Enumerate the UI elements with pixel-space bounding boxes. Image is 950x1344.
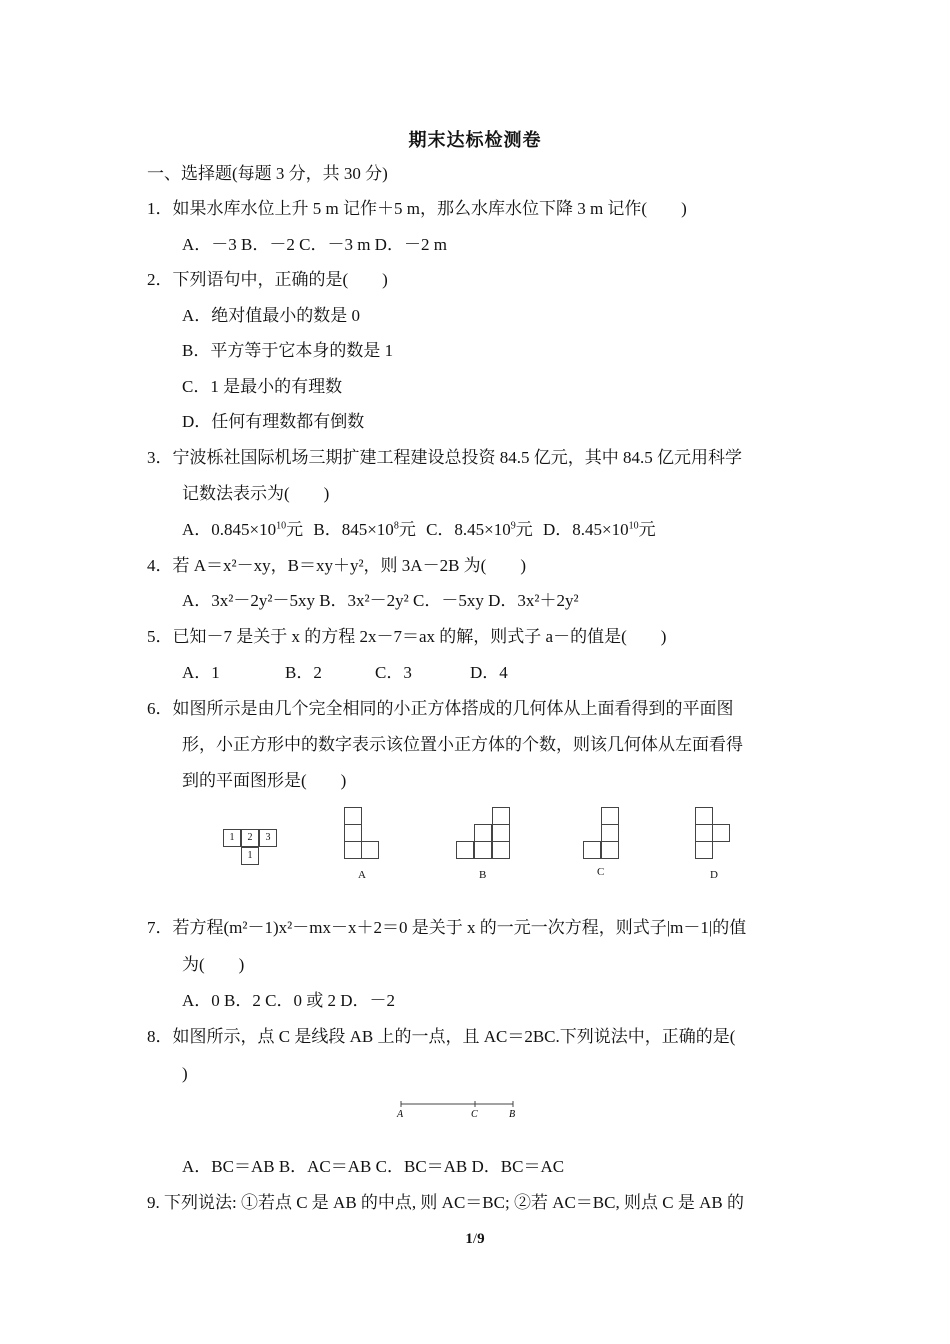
cube-square	[695, 841, 713, 859]
question-3-stem-line1: 3．宁波栎社国际机场三期扩建工程建设总投资 84.5 亿元，其中 84.5 亿元用科学	[147, 448, 742, 467]
top-view-cell: 1	[241, 847, 259, 865]
segment-figure	[390, 1095, 530, 1125]
question-3-stem-line2: 记数法表示为( )	[182, 484, 330, 503]
cube-square	[695, 807, 713, 825]
question-9-stem: 9. 下列说法: ①若点 C 是 AB 的中点, 则 AC＝BC; ②若 AC＝BC, 则点 C 是 AB 的	[147, 1193, 744, 1212]
question-2-option-a: A．绝对值最小的数是 0	[182, 306, 361, 325]
top-view-cell: 1	[223, 829, 241, 847]
question-5-option-d: D．4	[470, 663, 508, 682]
question-7-options: A．0 B．2 C．0 或 2 D．－2	[182, 991, 395, 1010]
question-1-stem: 1．如果水库水位上升 5 m 记作＋5 m，那么水库水位下降 3 m 记作( )	[147, 199, 687, 218]
question-6-stem-line2: 形，小正方形中的数字表示该位置小正方体的个数，则该几何体从左面看得	[182, 735, 743, 754]
question-5-option-b: B．2	[285, 663, 322, 682]
question-5-stem: 5．已知－7 是关于 x 的方程 2x－7＝ax 的解，则式子 a－的值是( )	[147, 627, 667, 646]
cube-square	[361, 841, 379, 859]
point-c-label: C	[471, 1109, 478, 1120]
question-2-stem: 2．下列语句中，正确的是( )	[147, 270, 388, 289]
cube-square	[583, 841, 601, 859]
cube-square	[601, 824, 619, 842]
question-6-stem-line3: 到的平面图形是( )	[182, 771, 347, 790]
question-4-options: A．3x²－2y²－5xy B．3x²－2y² C．－5xy D．3x²＋2y²	[182, 591, 579, 610]
question-8-stem-line2: )	[182, 1064, 188, 1083]
cube-square	[474, 824, 492, 842]
cube-square	[344, 807, 362, 825]
top-view-cell: 3	[259, 829, 277, 847]
cube-square	[492, 824, 510, 842]
cube-square	[712, 824, 730, 842]
cube-square	[344, 824, 362, 842]
question-8-options: A．BC＝AB B．AC＝AB C．BC＝AB D．BC＝AC	[182, 1157, 565, 1176]
cube-square	[601, 841, 619, 859]
cube-square	[601, 807, 619, 825]
question-3-option-d: D．$8.45\times 10^{10}$元	[543, 520, 656, 539]
cube-square	[492, 841, 510, 859]
figure-label-a: A	[358, 869, 366, 881]
point-a-label: A	[397, 1109, 404, 1120]
point-b-label: B	[509, 1109, 516, 1120]
cube-square	[456, 841, 474, 859]
question-3-option-c: C．$8.45\times 10^9$元	[426, 520, 533, 539]
question-3-options	[182, 519, 656, 541]
question-7-stem-line1: 7．若方程(m²－1)x²－mx－x＋2＝0 是关于 x 的一元一次方程，则式子|m－1|的值	[147, 918, 747, 937]
section-heading: 一、选择题(每题 3 分，共 30 分)	[147, 164, 388, 183]
question-2-option-d: D．任何有理数都有倒数	[182, 412, 365, 431]
question-8-stem-line1: 8．如图所示，点 C 是线段 AB 上的一点，且 AC＝2BC.下列说法中，正确的是(	[147, 1027, 736, 1046]
figure-option-c	[583, 807, 623, 887]
page-title: 期末达标检测卷	[408, 130, 542, 150]
page-number: 1/9	[465, 1231, 485, 1247]
top-view-cell: 2	[241, 829, 259, 847]
cube-square	[695, 824, 713, 842]
question-5-options	[182, 662, 508, 684]
question-1-options: A．－3 B．－2 C．－3 m D．－2 m	[182, 235, 447, 254]
question-2-option-b: B．平方等于它本身的数是 1	[182, 341, 394, 360]
question-5-option-a: A．1	[182, 663, 220, 682]
question-3-option-a: A．$0.845\times 10^{10}$元	[182, 520, 304, 539]
figure-label-d: D	[710, 869, 718, 881]
question-4-stem: 4．若 A＝x²－xy，B＝xy＋y²，则 3A－2B 为( )	[147, 556, 526, 575]
top-view-figure	[223, 829, 279, 865]
question-7-stem-line2: 为( )	[182, 955, 245, 974]
cube-square	[474, 841, 492, 859]
figure-option-b	[456, 807, 516, 887]
question-2-option-c: C．1 是最小的有理数	[182, 377, 343, 396]
question-5-option-c: C．3	[375, 663, 412, 682]
question-3-option-b: B．$845\times 10^8$元	[313, 520, 416, 539]
cube-square	[492, 807, 510, 825]
figure-option-a	[344, 807, 384, 887]
figure-label-b: B	[479, 869, 487, 881]
figure-option-d	[695, 807, 735, 887]
cube-square	[344, 841, 362, 859]
question-6-stem-line1: 6．如图所示是由几个完全相同的小正方体搭成的几何体从上面看得到的平面图	[147, 699, 734, 718]
figure-label-c: C	[597, 866, 605, 878]
